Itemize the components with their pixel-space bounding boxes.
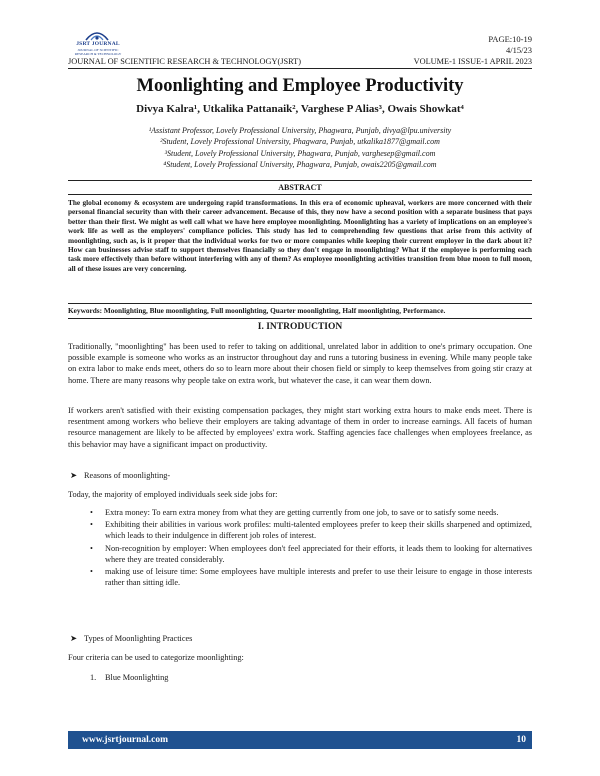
logo-text: JSRT JOURNAL [76, 41, 120, 47]
arrow-bullet-icon: ➤ [70, 471, 77, 480]
keywords: Keywords: Moonlighting, Blue moonlighting, Full moonlighting, Quarter moonlighting, Half moonlighting, Performance. [68, 306, 446, 315]
affiliation: ¹Assistant Professor, Lovely Professional University, Phagwara, Punjab, divya@lpu.university [148, 126, 452, 135]
keywords-bottom-rule [68, 318, 532, 319]
abstract-top-rule [68, 180, 532, 181]
item-number: 1. [90, 673, 97, 682]
journal-name: JOURNAL OF SCIENTIFIC RESEARCH & TECHNOLOGY(JSRT) [68, 57, 301, 66]
page-range: PAGE:10-19 [488, 34, 532, 44]
footer-url-link[interactable]: www.jsrtjournal.com [82, 735, 169, 745]
list-item: • making use of leisure time: Some employees have multiple interests and prefer to use their leisure to engage in those interests rather than sitting idle. [90, 567, 532, 588]
reasons-intro: Today, the majority of employed individuals seek side jobs for: [68, 490, 278, 499]
paper-title: Moonlighting and Employee Productivity [136, 76, 464, 96]
publish-date: 4/15/23 [506, 45, 532, 55]
abstract-heading: ABSTRACT [278, 183, 322, 192]
journal-header-line [68, 57, 532, 66]
footer-bar [68, 731, 532, 749]
author-list: Divya Kalra¹, Utkalika Pattanaik², Varghese P Alias³, Owais Showkat⁴ [136, 103, 464, 115]
paragraph-2: If workers aren't satisfied with their existing compensation packages, they might start working extra hours to make ends meet. There is resentment among workers who believe their employers are taking advantage of them in order to increase earnings. All facets of human resource management are likely to be affected by employees' extra work. Staffing agencies face challenges when employees freelance, as this behavior may have a significant impact on productivity. [68, 406, 532, 449]
abstract-text: The global economy & ecosystem are undergoing rapid transformations. In this era of economic upheaval, workers are more concerned with their personal financial security than with their career advancement. Because of this, they now have a second position with a separate business that pays better than their first. We might as well call what we have here employee moonlighting. Moonlighting has a variety of implications on an employee's work life as well as the employers' compliance policies. This study has led to comprehending few questions that arise from this activity of moonlighting, such as, is it proper that the individual works for two or more companies while keeping their current employer in the dark about it? How can businesses advise staff to support themselves financially so they don't engage in moonlighting? What if the employee is performing each task more effectively than before without interfering with any of them? As employee moonlighting activities transition from blue moon to full moon, all of these issues are very concerning. [68, 198, 532, 273]
reasons-heading [70, 470, 170, 480]
volume-info: VOLUME-1 ISSUE-1 APRIL 2023 [413, 57, 532, 66]
logo-mark-icon [84, 28, 110, 42]
affiliation: ³Student, Lovely Professional University, Phagwara, Punjab, varghesep@gmail.com [164, 148, 436, 158]
journal-logo [68, 28, 128, 58]
list-item: • Exhibiting their abilities in various work profiles: multi-talented employees prefer to keep their skills sharpened and optimized, which leads to their indulgence in different job roles of interest. [90, 520, 532, 541]
abstract-heading-rule [68, 194, 532, 195]
paragraph-1: Traditionally, "moonlighting" has been used to refer to taking on additional, unrelated labor in addition to one's primary occupation. One possible example is someone who works as an instructor throughout day and runs a tutoring business in evening. While many people take on extra labor to make ends meet, others do so to learn more about their chosen field or simply to keep themselves from going stir crazy at home. There are many reasons why people take on extra work, but whatever the case, it can wear them down. [68, 342, 532, 385]
logo-subtitle: JOURNAL OF SCIENTIFIC RESEARCH & TECHNOLOGY [74, 48, 122, 56]
header-divider [68, 68, 532, 69]
bullet-dot-icon: • [90, 543, 93, 553]
list-item: • Extra money: To earn extra money from what they are getting currently from one job, to save or to satisfy some needs. [90, 508, 499, 517]
bullet-dot-icon: • [90, 567, 93, 577]
types-intro: Four criteria can be used to categorize moonlighting: [68, 653, 244, 662]
arrow-bullet-icon: ➤ [70, 634, 77, 643]
page-info [488, 34, 532, 56]
item-text: Blue Moonlighting [105, 673, 169, 682]
section-heading-introduction: I. INTRODUCTION [257, 322, 343, 332]
keywords-top-rule [68, 303, 532, 304]
list-item: • Non-recognition by employer: When employees don't feel appreciated for their efforts, it leads them to looking for alternatives where they are treated considerably. [90, 543, 532, 564]
reasons-heading-text: Reasons of moonlighting- [84, 471, 171, 480]
page-number: 10 [516, 735, 526, 745]
bullet-dot-icon: • [90, 520, 93, 530]
affiliations [40, 125, 560, 170]
bullet-dot-icon: • [90, 508, 93, 517]
numbered-item [90, 673, 168, 682]
types-heading [70, 633, 192, 643]
affiliation: ²Student, Lovely Professional University, Phagwara, Punjab, utkalika1877@gmail.com [160, 137, 440, 147]
types-heading-text: Types of Moonlighting Practices [84, 634, 193, 643]
affiliation: ⁴Student, Lovely Professional University, Phagwara, Punjab, owais2205@gmail.com [163, 159, 437, 169]
reasons-list [90, 507, 532, 589]
